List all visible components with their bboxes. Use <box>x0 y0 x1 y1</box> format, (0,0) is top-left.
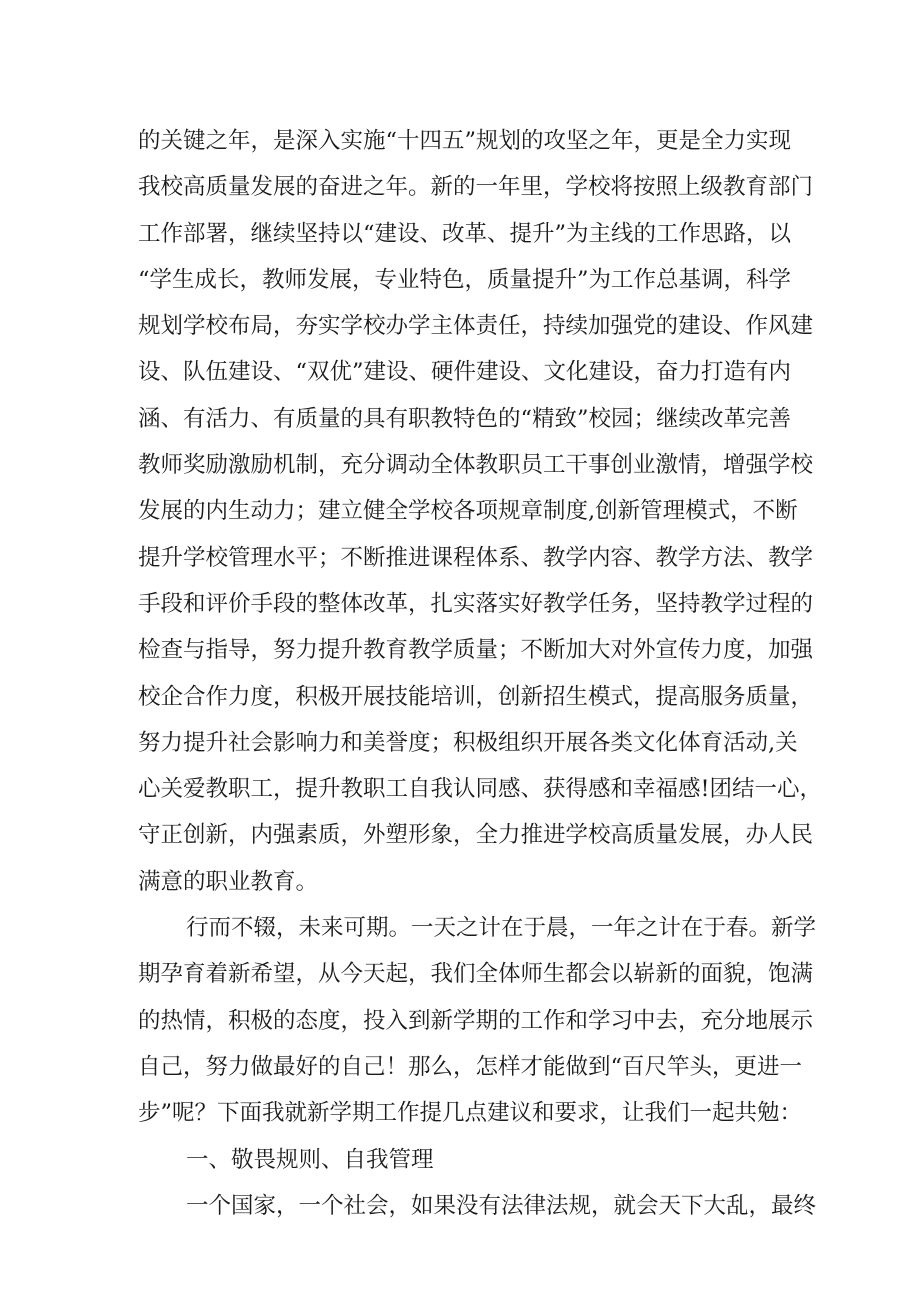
text-line: 心关爱教职工，提升教职工自我认同感、获得感和幸福感!团结一心， <box>138 776 823 803</box>
text-line: 教师奖励激励机制，充分调动全体教职员工干事创业激情，增强学校 <box>138 452 814 479</box>
text-line: 一个国家，一个社会，如果没有法律法规，就会天下大乱，最终 <box>186 1192 817 1219</box>
text-line: 规划学校布局，夯实学校办学主体责任，持续加强党的建设、作风建 <box>138 313 814 340</box>
text-line: 工作部署，继续坚持以“建设、改革、提升”为主线的工作思路，以 <box>138 220 792 247</box>
text-line: 校企合作力度，积极开展技能培训，创新招生模式，提高服务质量， <box>138 683 814 710</box>
text-line: 设、队伍建设、“双优”建设、硬件建设、文化建设，奋力打造有内 <box>138 359 792 386</box>
text-line: 提升学校管理水平；不断推进课程体系、教学内容、教学方法、教学 <box>138 544 814 571</box>
text-line: 步”呢？下面我就新学期工作提几点建议和要求，让我们一起共勉： <box>138 1100 803 1127</box>
text-line: 努力提升社会影响力和美誉度；积极组织开展各类文化体育活动,关 <box>138 729 798 756</box>
text-line: 自己，努力做最好的自己！那么，怎样才能做到“百尺竿头，更进一 <box>138 1053 803 1080</box>
text-line: “学生成长，教师发展，专业特色，质量提升”为工作总基调，科学 <box>138 266 792 293</box>
text-line: 我校高质量发展的奋进之年。新的一年里，学校将按照上级教育部门 <box>138 174 814 201</box>
text-line: 的热情，积极的态度，投入到新学期的工作和学习中去，充分地展示 <box>138 1007 814 1034</box>
text-line: 满意的职业教育。 <box>138 868 319 895</box>
text-line: 涵、有活力、有质量的具有职教特色的“精致”校园；继续改革完善 <box>138 405 792 432</box>
text-line: 行而不辍，未来可期。一天之计在于晨，一年之计在于春。新学 <box>186 915 817 942</box>
text-line: 守正创新，内强素质，外塑形象，全力推进学校高质量发展，办人民 <box>138 822 814 849</box>
text-line: 检查与指导，努力提升教育教学质量；不断加大对外宣传力度，加强 <box>138 637 814 664</box>
body-text <box>138 118 823 1229</box>
text-line: 期孕育着新希望，从今天起，我们全体师生都会以崭新的面貌，饱满 <box>138 961 814 988</box>
text-line: 的关键之年，是深入实施“十四五”规划的攻坚之年，更是全力实现 <box>138 128 792 154</box>
text-line: 发展的内生动力；建立健全学校各项规章制度,创新管理模式，不断 <box>138 498 798 525</box>
section-heading: 一、敬畏规则、自我管理 <box>186 1146 434 1173</box>
text-line: 手段和评价手段的整体改革，扎实落实好教学任务，坚持教学过程的 <box>138 590 814 617</box>
